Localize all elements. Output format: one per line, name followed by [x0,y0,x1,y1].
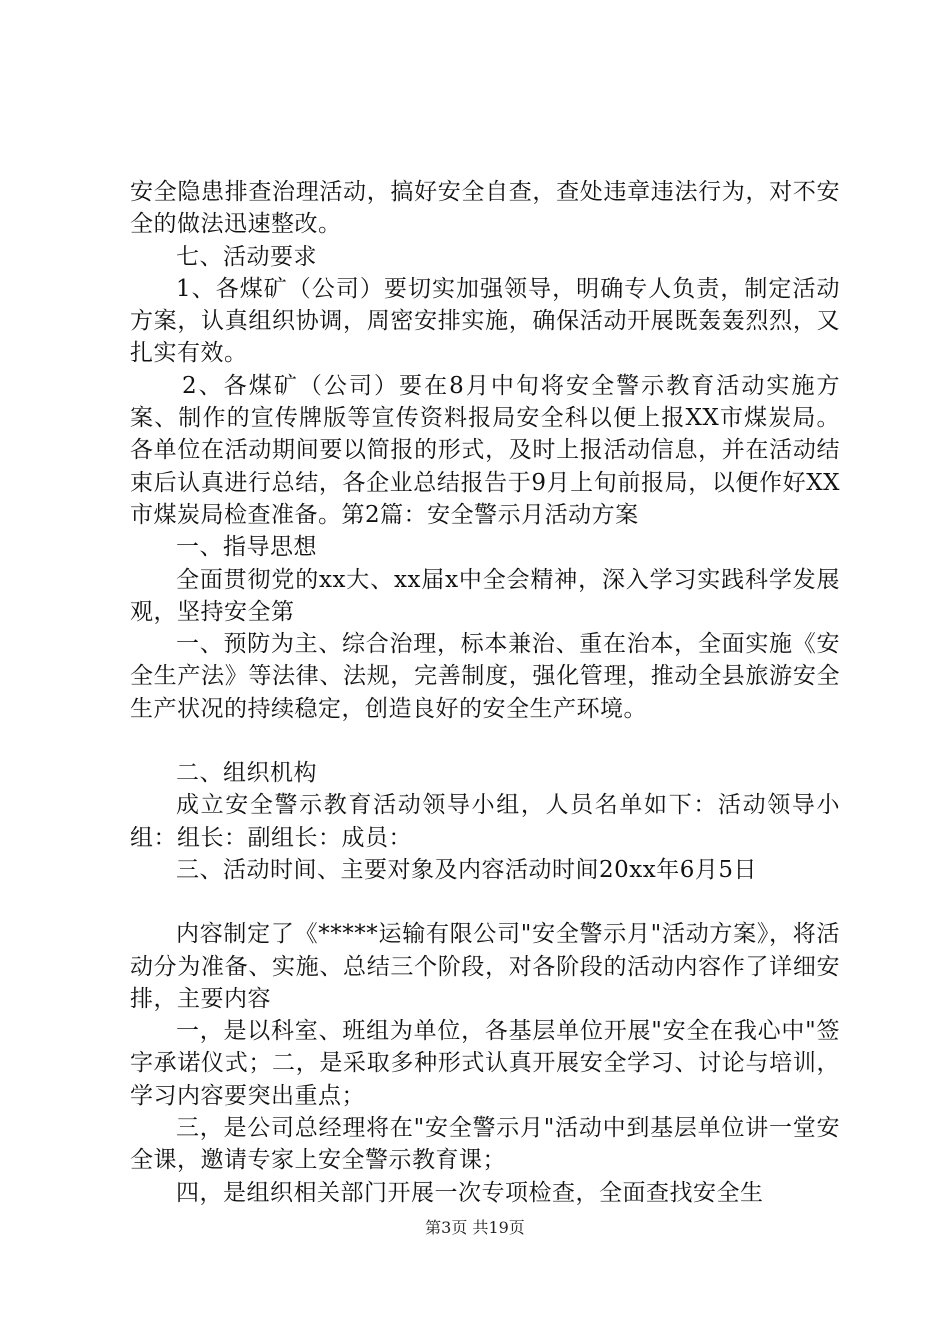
blank-line [130,886,840,918]
paragraph-item-four: 四，是组织相关部门开展一次专项检查，全面查找安全生 [176,1179,764,1206]
paragraph-requirement-2: 2、各煤矿（公司）要在8月中旬将安全警示教育活动实施方案、制作的宣传牌版等宣传资料报局安全科以便上报XX市煤炭局。各单位在活动期间要以简报的形式，及时上报活动信息，并在活动结束后认真进行总结，各企业总结报告于9月上旬前报局，以便作好XX市煤炭局检查准备。第2篇：安全警示月活动方案 [130,372,840,528]
heading-activity-requirements: 七、活动要求 [176,243,317,270]
heading-organization: 二、组织机构 [176,760,317,787]
paragraph-prevention-first: 一、预防为主、综合治理，标本兼治、重在治本，全面实施《安全生产法》等法律、法规，完善制度，强化管理，推动全县旅游安全生产状况的持续稳定，创造良好的安全生产环境。 [130,631,840,722]
blank-line [130,725,840,757]
paragraph-1: 安全隐患排查治理活动，搞好安全自查，查处违章违法行为，对不安全的做法迅速整改。 [130,179,840,238]
document-body [130,176,840,1209]
paragraph-content-plan: 内容制定了《*****运输有限公司"安全警示月"活动方案》，将活动分为准备、实施、总结三个阶段，对各阶段的活动内容作了详细安排，主要内容 [130,921,840,1012]
heading-guiding-ideology: 一、指导思想 [176,534,317,561]
page-footer: 第3页 共19页 [425,1218,525,1237]
paragraph-organization: 成立安全警示教育活动领导小组，人员名单如下：活动领导小组：组长：副组长：成员： [130,792,840,851]
paragraph-guiding-ideology: 全面贯彻党的xx大、xx届x中全会精神，深入学习实践科学发展观，坚持安全第 [130,566,840,625]
paragraph-item-one: 一，是以科室、班组为单位，各基层单位开展"安全在我心中"签字承诺仪式；二，是采取多种形式认真开展安全学习、讨论与培训，学习内容要突出重点； [130,1018,840,1109]
paragraph-requirement-1: 1、各煤矿（公司）要切实加强领导，明确专人负责，制定活动方案，认真组织协调，周密安排实施，确保活动开展既轰轰烈烈，又扎实有效。 [130,275,840,367]
heading-activity-time: 三、活动时间、主要对象及内容活动时间20xx年6月5日 [176,856,757,883]
paragraph-item-three: 三，是公司总经理将在"安全警示月"活动中到基层单位讲一堂安全课，邀请专家上安全警示教育课； [130,1115,840,1174]
